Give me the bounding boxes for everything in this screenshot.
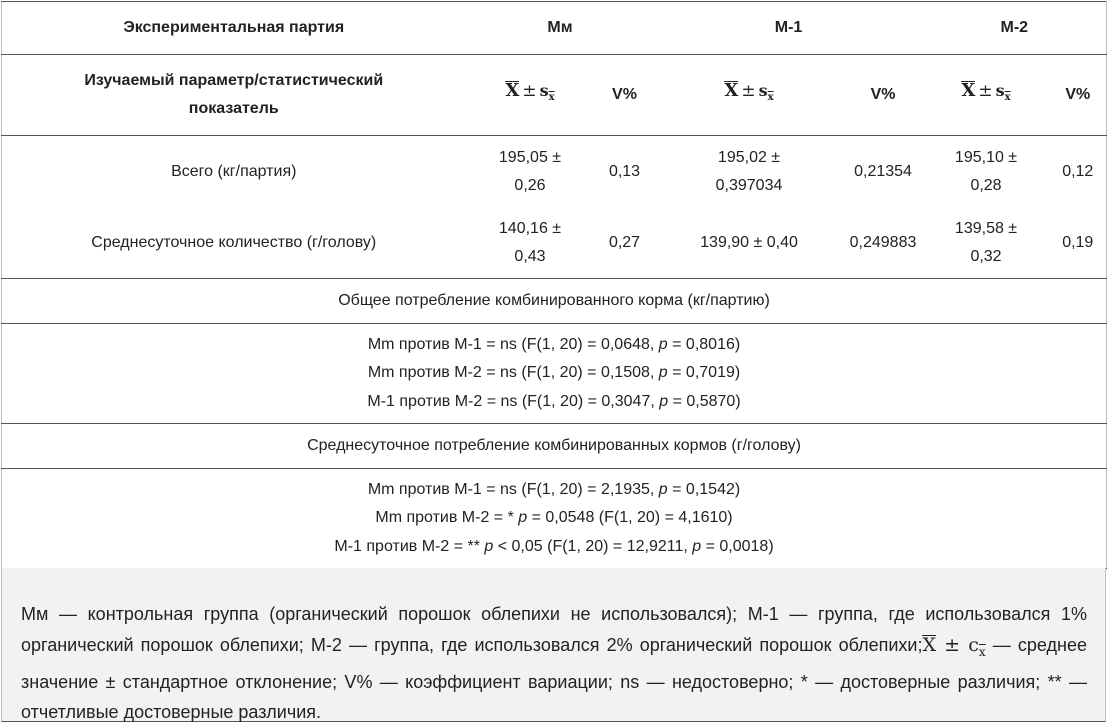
cv-cell: 0,21354: [854, 163, 912, 180]
header-row: [2, 2, 1107, 55]
cv-header-m1: V%: [844, 55, 923, 136]
mean-header-mm: [466, 55, 595, 136]
stat-line: М-1 против М-2 = ns (F(1, 20) = 0,3047, p = 0,5870): [367, 392, 741, 410]
mean-sd-symbol: $X \pm c_{\overline{x}}$: [922, 633, 986, 659]
row-label: Всего (кг/партия): [171, 163, 297, 180]
table-row: [2, 208, 1107, 279]
stat-line: Мm против М-2 = ns (F(1, 20) = 0,1508, p = 0,7019): [367, 364, 741, 382]
group-header-m1: М-1: [655, 2, 923, 55]
pm-symbol: ±: [978, 81, 993, 102]
value-cell: 140,16 ± 0,43: [466, 208, 595, 279]
value-cell: 139,58 ± 0,32: [923, 208, 1050, 279]
results-table: [1, 1, 1107, 569]
section-title-row: [2, 279, 1107, 324]
stats-row: [2, 469, 1107, 569]
mean-header-m1: [655, 55, 844, 136]
group-header-mm: Мм: [466, 2, 655, 55]
mean-symbol: X: [724, 80, 739, 102]
mean-header-m2: [923, 55, 1050, 136]
cv-cell: 0,19: [1050, 208, 1107, 279]
cv-cell: 0,13: [608, 163, 641, 180]
stat-line: М-1 против М-2 = ** p < 0,05 (F(1, 20) = 12,9211, p = 0,0018): [334, 537, 774, 555]
stat-line: Мm против М-1 = ns (F(1, 20) = 2,1935, p = 0,1542): [367, 480, 741, 498]
table-row: [2, 136, 1107, 209]
value-cell: 195,10 ± 0,28: [954, 149, 1018, 194]
section-title-daily: Среднесуточное потребление комбинированных кормов (г/голову): [2, 424, 1107, 469]
section-title-row: [2, 424, 1107, 469]
param-header: [2, 55, 466, 136]
value-cell: 195,05 ± 0,26: [498, 149, 562, 194]
mean-symbol: X: [961, 80, 976, 102]
group-header-m2: М-2: [923, 2, 1107, 55]
cv-header-m2: V%: [1050, 55, 1107, 136]
cv-header-mm: V%: [595, 55, 655, 136]
subheader-row: [2, 55, 1107, 136]
pm-symbol: ±: [741, 81, 756, 102]
param-header-text: Изучаемый параметр/статистический показатель: [84, 72, 384, 117]
section-title-total: Общее потребление комбинированного корма (кг/партию): [2, 279, 1107, 324]
value-cell: 139,90 ± 0,40: [655, 208, 844, 279]
mean-symbol: X: [505, 80, 520, 102]
stat-line: Мm против М-1 = ns (F(1, 20) = 0,0648, p = 0,8016): [367, 335, 741, 353]
sd-symbol: $s_{\overline{x}}$: [758, 81, 774, 104]
stat-line: Мm против М-2 = * p = 0,0548 (F(1, 20) = 4,1610): [375, 509, 733, 527]
stats-block-total: [2, 324, 1107, 424]
value-cell: 195,02 ± 0,397034: [715, 149, 783, 194]
stats-block-daily: [2, 469, 1107, 569]
pm-symbol: ±: [522, 81, 537, 102]
footnote-text: Мм — контрольная группа (органический порошок облепихи не использовался); М-1 — группа, где использовался 1% органический порошок облепихи; М-2 — группа, где использовался 2% органический порошок облепихи;X ± $c_{\overline{x}}$ — среднее значение ± стандартное отклонение; V% — коэффициент вариации; ns — недостоверно; * — достоверные различия; ** — отчетливые достоверные различия.: [21, 604, 1087, 723]
sd-symbol: $s_{\overline{x}}$: [539, 81, 555, 104]
table-footnote: [1, 568, 1106, 722]
cv-cell: 0,27: [595, 208, 655, 279]
batch-header: Экспериментальная партия: [2, 2, 466, 55]
cv-cell: 0,12: [1062, 163, 1094, 180]
row-label: Среднесуточное количество (г/голову): [2, 208, 466, 279]
cv-cell: 0,249883: [844, 208, 923, 279]
stats-row: [2, 324, 1107, 424]
sd-symbol: $s_{\overline{x}}$: [995, 81, 1011, 104]
